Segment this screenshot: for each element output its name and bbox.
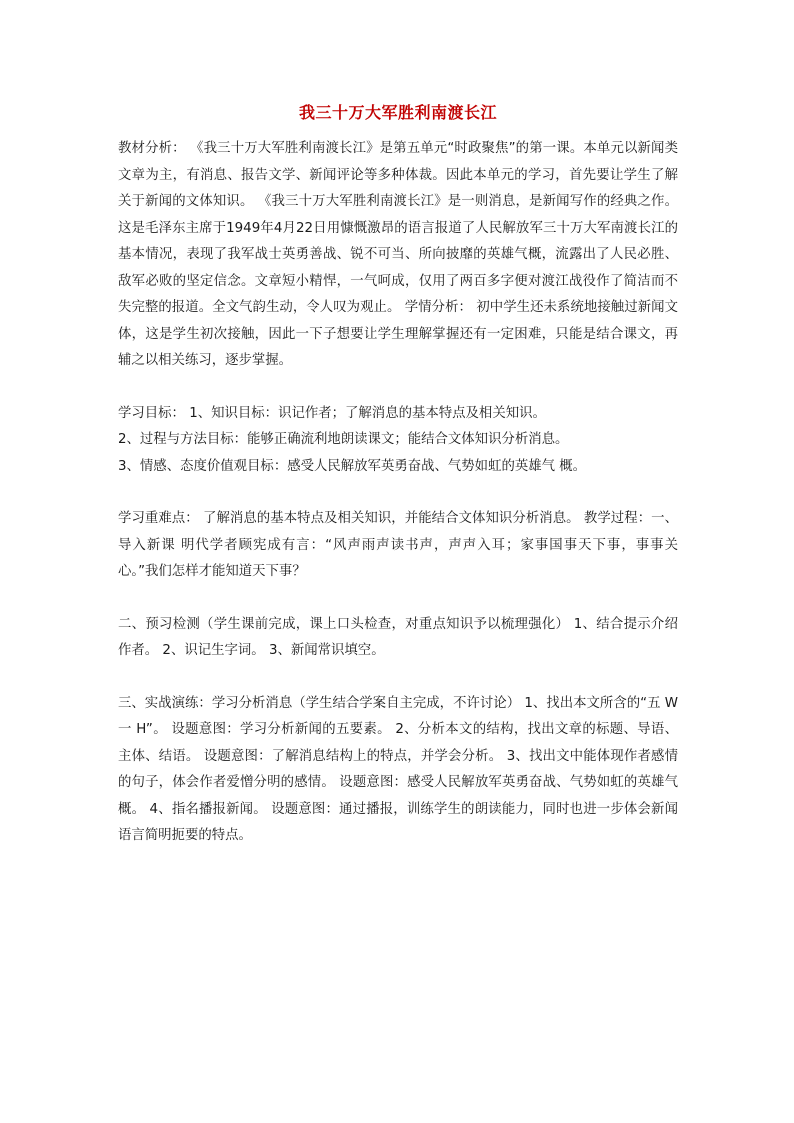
paragraph-gap bbox=[118, 586, 678, 612]
paragraph-gap bbox=[118, 665, 678, 691]
paragraph-objective-3: 3、情感、态度价值观目标：感受人民解放军英勇奋战、气势如虹的英雄气 概。 bbox=[118, 458, 587, 474]
paragraph-practice: 三、实战演练：学习分析消息（学生结合学案自主完成，不许讨论） 1、找出本文所含的“五 W 一 H”。 设题意图：学习分析新闻的五要素。 2、分析本文的结构，找出文章的标题、导语、主体、结语。 设题意图：了解消息结构上的特点，并学会分析。 3、找出文中能体现作者感情的句子，体会作者爱憎分明的感情。 设题意图：感受人民解放军英勇奋战、气势如虹的英雄气概。 4、指名播报新闻。 设题意图：通过播报，训练学生的朗读能力，同时也进一步体会新闻语言简明扼要的特点。 bbox=[118, 695, 678, 843]
paragraph-analysis: 教材分析： 《我三十万大军胜利南渡长江》是第五单元“时政聚焦”的第一课。本单元以新闻类文章为主，有消息、报告文学、新闻评论等多种体裁。因此本单元的学习，首先要让学生了解关于新闻的文体知识。 《我三十万大军胜利南渡长江》是一则消息，是新闻写作的经典之作。这是毛泽东主席于1949年4月22日用慷慨激昂的语言报道了人民解放军三十万大军南渡长江的基本情况，表现了我军战士英勇善战、锐不可当、所向披靡的英雄气概，流露出了人民必胜、敌军必败的坚定信念。文章短小精悍，一气呵成，仅用了两百多字便对渡江战役作了简洁而不失完整的报道。全文气韵生动，令人叹为观止。 学情分析： 初中学生还未系统地接触过新闻文体，这是学生初次接触，因此一下子想要让学生理解掌握还有一定困难，只能是结合课文，再辅之以相关练习，逐步掌握。 bbox=[118, 141, 678, 368]
paragraph-objective-2: 2、过程与方法目标：能够正确流利地朗读课文；能结合文体知识分析消息。 bbox=[118, 432, 569, 447]
document-title: 我三十万大军胜利南渡长江 bbox=[298, 103, 497, 122]
paragraph-key-points: 学习重难点： 了解消息的基本特点及相关知识，并能结合文体知识分析消息。 教学过程：一、导入新课 明代学者顾宪成有言：“风声雨声读书声，声声入耳；家事国事天下事，事事关心。”我们怎样才能知道天下事？ bbox=[118, 511, 678, 579]
document-page bbox=[118, 102, 678, 850]
paragraph-preview-check: 二、预习检测（学生课前完成，课上口头检查，对重点知识予以梳理强化） 1、结合提示介绍作者。 2、识记生字词。 3、新闻常识填空。 bbox=[118, 616, 678, 658]
paragraph-gap bbox=[118, 480, 678, 506]
paragraph-objective-1: 学习目标： 1、知识目标：识记作者；了解消息的基本特点及相关知识。 bbox=[118, 405, 546, 421]
paragraph-gap bbox=[118, 375, 678, 401]
